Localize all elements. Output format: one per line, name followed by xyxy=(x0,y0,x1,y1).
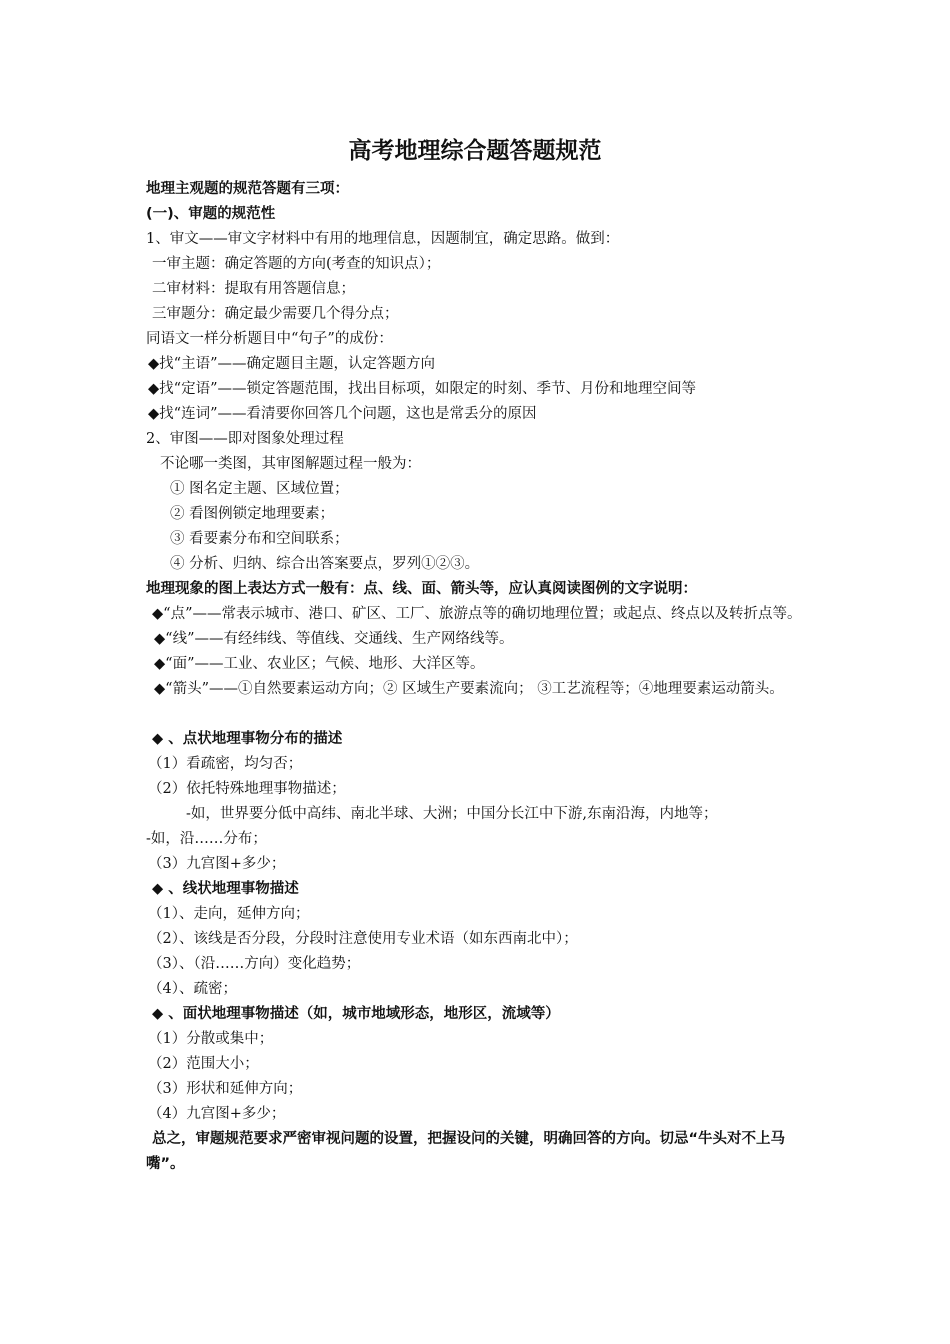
list-item: （1）、走向，延伸方向； xyxy=(148,906,310,922)
list-item: （3）、（沿……方向）变化趋势； xyxy=(148,956,361,972)
bullet-line: ◆找“连词”——看清要你回答几个问题，这也是常丢分的原因 xyxy=(148,406,537,422)
summary-paragraph: 总之，审题规范要求严密审视问题的设置，把握设问的关键，明确回答的方向。切忌“牛头对不上马嘴”。 xyxy=(146,1131,786,1172)
numbered-step: ① 图名定主题、区域位置； xyxy=(170,481,349,497)
subheading-point: ◆ 、点状地理事物分布的描述 xyxy=(152,731,343,747)
bullet-line: ◆“线”——有经纬线、等值线、交通线、生产网络线等。 xyxy=(154,631,514,647)
bullet-paragraph: ◆“点”——常表示城市、港口、矿区、工厂、旅游点等的确切地理位置；或起点、终点以及转折点等。 xyxy=(152,606,802,622)
subheading-area: ◆ 、面状地理事物描述（如，城市地域形态，地形区，流域等） xyxy=(152,1006,560,1022)
text-line: 不论哪一类图，其审图解题过程一般为： xyxy=(160,456,421,472)
map-expression-heading: 地理现象的图上表达方式一般有：点、线、面、箭头等，应认真阅读图例的文字说明： xyxy=(146,581,697,597)
list-item: （2）范围大小； xyxy=(148,1056,259,1072)
list-item: （4）九宫图+多少； xyxy=(148,1106,286,1122)
intro-heading: 地理主观题的规范答题有三项： xyxy=(146,181,349,197)
numbered-step: ④ 分析、归纳、综合出答案要点，罗列①②③。 xyxy=(170,556,480,572)
example-line: -如，世界要分低中高纬、南北半球、大洲；中国分长江中下游,东南沿海，内地等； xyxy=(186,806,718,822)
bullet-line: ◆“面”——工业、农业区；气候、地形、大洋区等。 xyxy=(154,656,485,672)
blank-line xyxy=(146,702,812,727)
numbered-step: ② 看图例锁定地理要素； xyxy=(170,506,335,522)
list-item: （4）、疏密； xyxy=(148,981,237,997)
subheading-line: ◆ 、线状地理事物描述 xyxy=(152,881,299,897)
text-line: 二审材料：提取有用答题信息； xyxy=(152,281,355,297)
bullet-line: ◆找“主语”——确定题目主题，认定答题方向 xyxy=(148,356,435,372)
section-heading-review: (一)、审题的规范性 xyxy=(146,206,276,222)
example-line: -如，沿……分布； xyxy=(146,831,267,847)
document-title: 高考地理综合题答题规范 xyxy=(348,138,602,164)
document-body xyxy=(146,177,812,1177)
list-item: （2）、该线是否分段，分段时注意使用专业术语（如东西南北中）； xyxy=(148,931,578,947)
bullet-line: ◆找“定语”——锁定答题范围，找出目标项，如限定的时刻、季节、月份和地理空间等 xyxy=(148,381,696,397)
list-item: （2）依托特殊地理事物描述； xyxy=(148,781,346,797)
list-item: （3）形状和延伸方向； xyxy=(148,1081,303,1097)
text-line: 2、审图——即对图象处理过程 xyxy=(146,431,344,447)
numbered-step: ③ 看要素分布和空间联系； xyxy=(170,531,349,547)
text-line: 1、审文——审文字材料中有用的地理信息，因题制宜，确定思路。做到： xyxy=(146,231,620,247)
list-item: （3）九宫图+多少； xyxy=(148,856,286,872)
list-item: （1）分散或集中； xyxy=(148,1031,274,1047)
text-line: 一审主题：确定答题的方向(考查的知识点）； xyxy=(152,256,441,272)
text-line: 三审题分：确定最少需要几个得分点； xyxy=(152,306,399,322)
list-item: （1）看疏密，均匀否； xyxy=(148,756,303,772)
bullet-paragraph: ◆“箭头”——①自然要素运动方向；② 区域生产要素流向； ③工艺流程等；④地理要素运动箭头。 xyxy=(154,681,784,697)
text-line: 同语文一样分析题目中“句子”的成份： xyxy=(146,331,393,347)
